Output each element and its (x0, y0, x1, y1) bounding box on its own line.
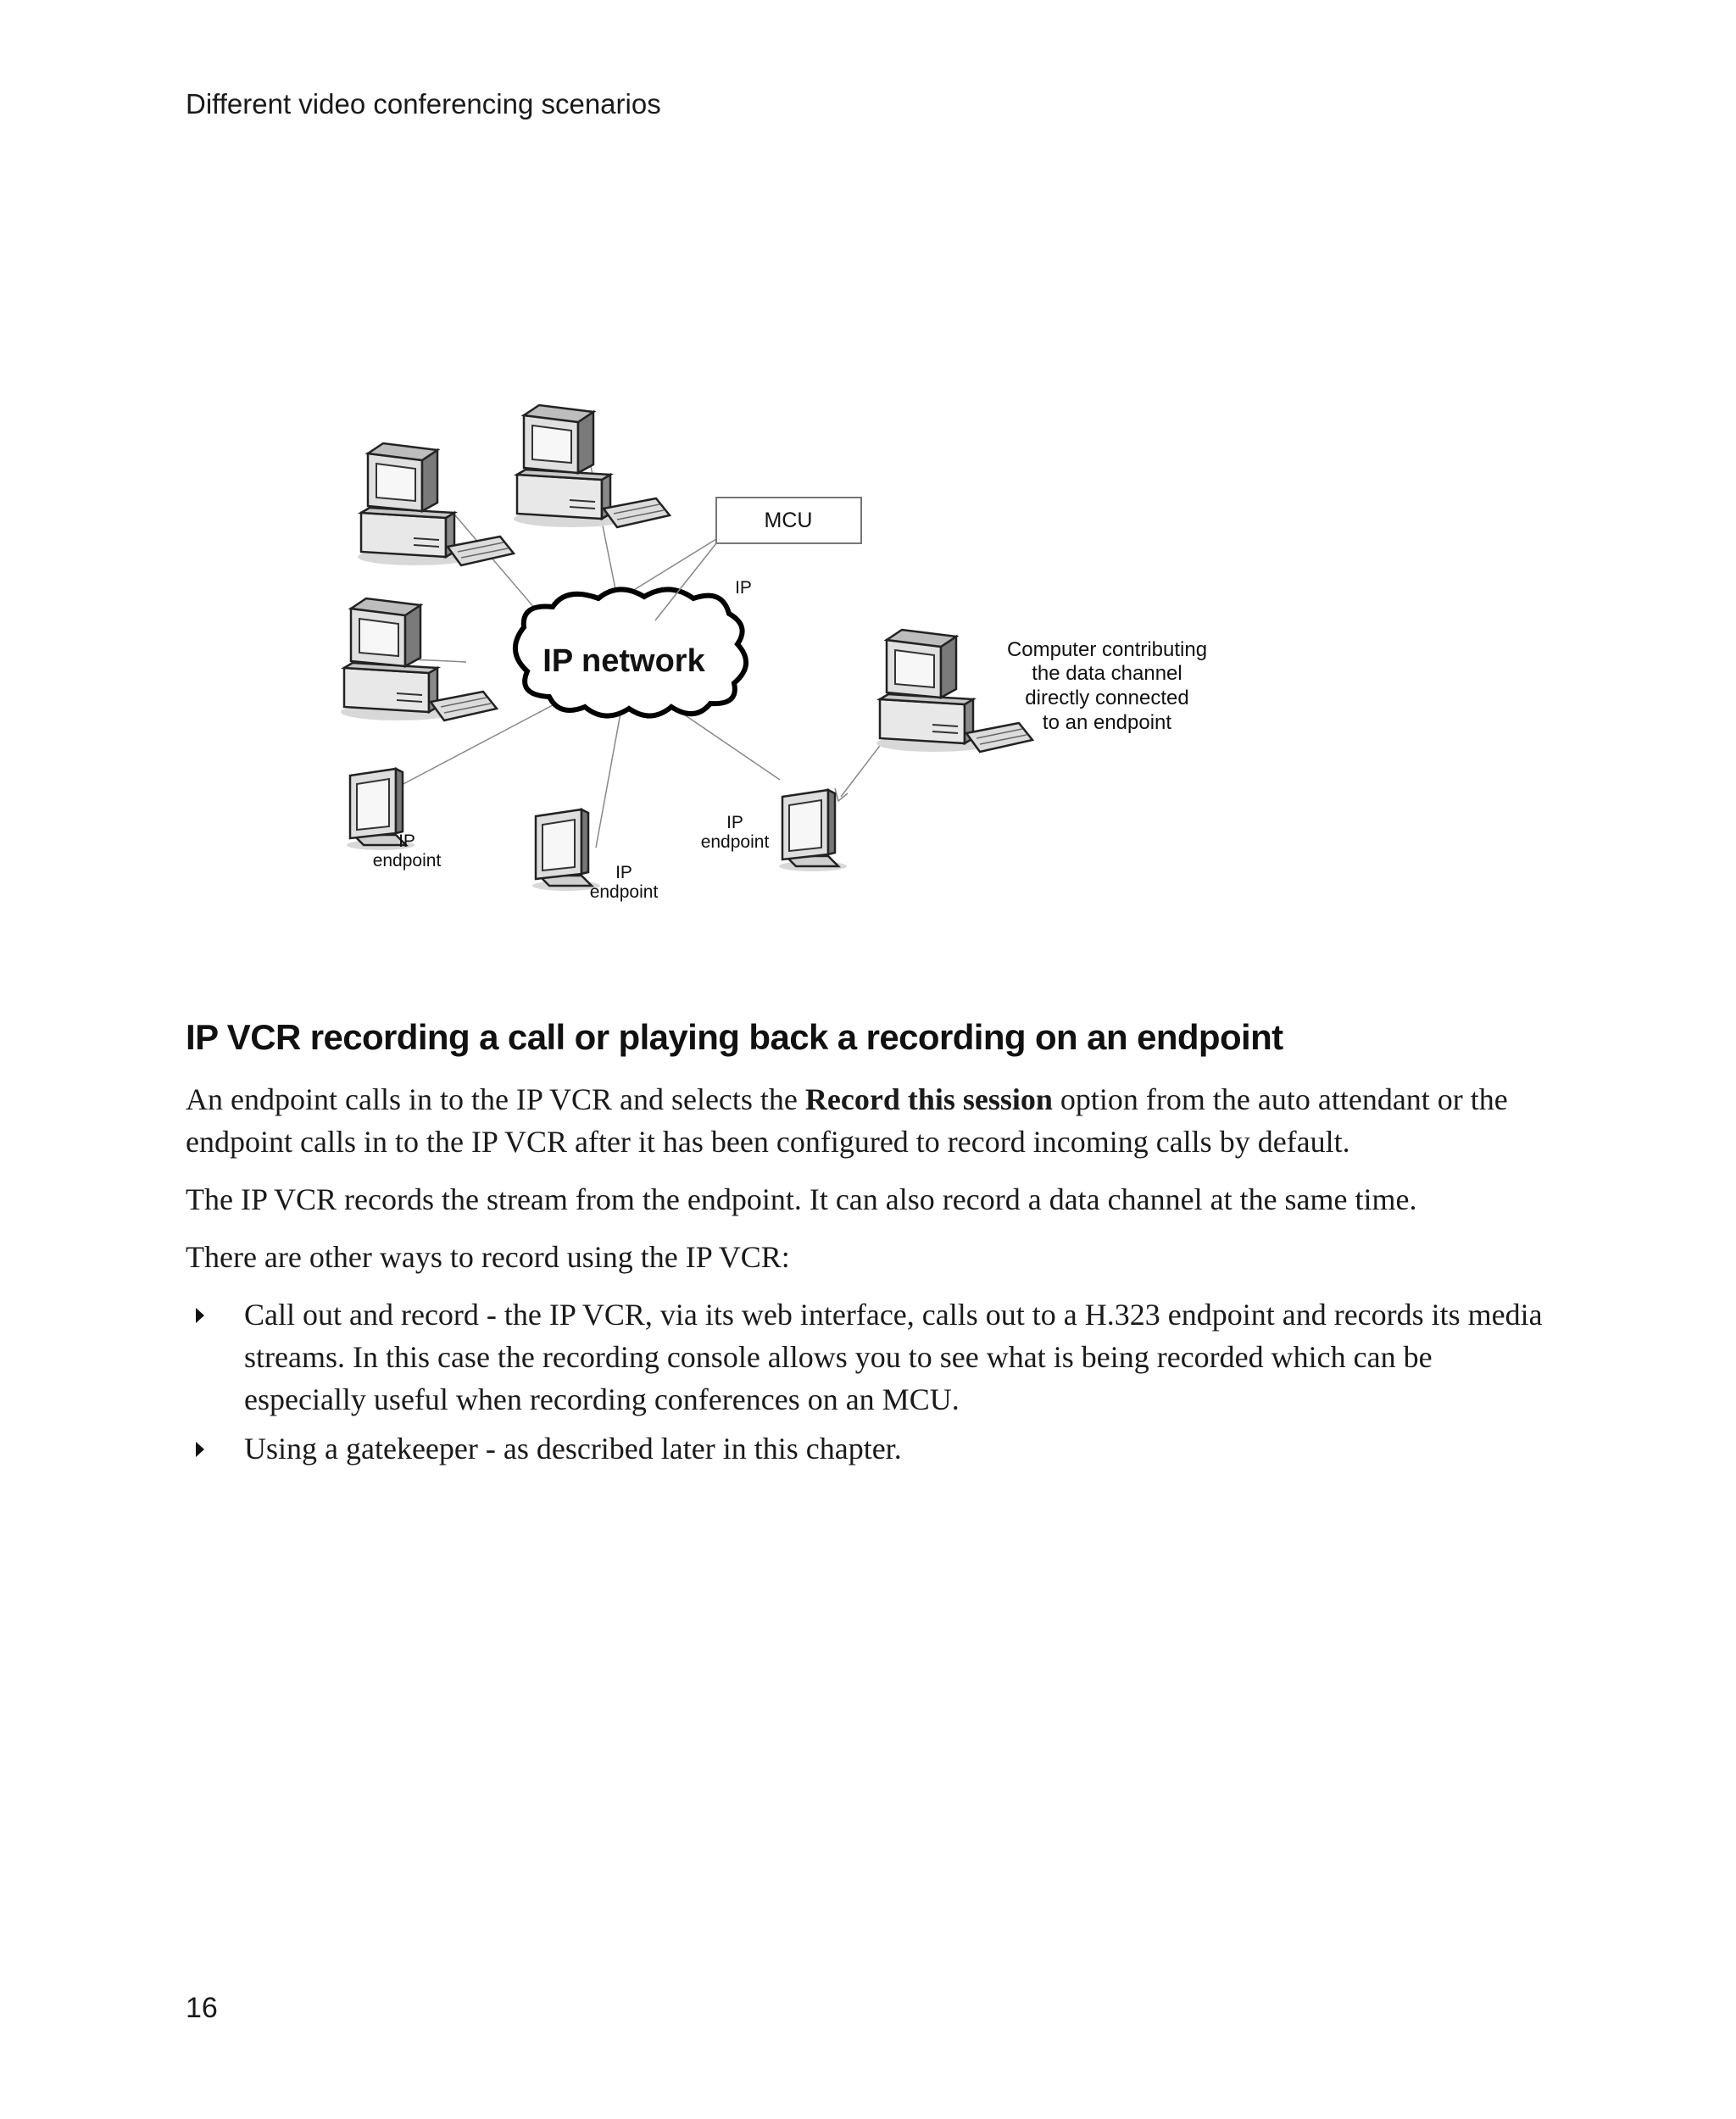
computer-caption (1007, 638, 1207, 734)
endpoint-label-ip: IP (615, 863, 632, 882)
bullet-icon (196, 1308, 204, 1323)
caption-line: directly connected (1025, 687, 1189, 709)
list-item (186, 1427, 1559, 1470)
endpoint-label-endpoint: endpoint (372, 851, 442, 870)
endpoint-label-endpoint: endpoint (700, 832, 770, 852)
list-item-text: Call out and record - the IP VCR, via its web interface, calls out to a H.323 endpoint and records its media streams. In this case the recording console allows you to see what is being recorded which can be especially useful when recording conferences on an MCU. (244, 1298, 1543, 1416)
mcu-link-label: IP (735, 578, 752, 598)
network-diagram (0, 0, 1736, 949)
computer-icon (358, 443, 514, 565)
endpoint-label-ip: IP (726, 813, 743, 832)
list-item-text: Using a gatekeeper - as described later in this chapter. (244, 1432, 902, 1466)
caption-line: to an endpoint (1042, 711, 1172, 734)
page-number: 16 (186, 1992, 218, 2024)
paragraph: The IP VCR records the stream from the endpoint. It can also record a data channel at the same time. (186, 1182, 1417, 1216)
endpoint-label-endpoint: endpoint (589, 882, 659, 902)
caption-line: the data channel (1032, 662, 1182, 685)
ip-endpoint-icon (532, 809, 600, 891)
endpoint-label-ip: IP (398, 831, 415, 851)
bullet-icon (196, 1442, 204, 1457)
section-title: IP VCR recording a call or playing back a recording on an endpoint (186, 1017, 1283, 1057)
paragraph (186, 1078, 1559, 1163)
bullet-list (186, 1293, 1559, 1470)
paragraph-text: option from the auto attendant or the endpoint calls in to the IP VCR after it has been configured to record incoming calls by default. (186, 1082, 1508, 1159)
paragraph-text: An endpoint calls in to the IP VCR and selects the (186, 1082, 805, 1116)
ip-network-label: IP network (542, 643, 705, 679)
section-body (186, 1078, 1559, 1477)
ip-network-cloud (515, 589, 746, 715)
ip-endpoint-icon (779, 790, 847, 871)
list-item (186, 1293, 1559, 1421)
computer-icon (341, 598, 497, 720)
caption-line: Computer contributing (1006, 638, 1208, 661)
computer-icon (514, 405, 670, 527)
mcu-label: MCU (764, 509, 813, 532)
option-name: Record this session (804, 1082, 1053, 1116)
paragraph: There are other ways to record using the IP VCR: (186, 1240, 790, 1274)
running-header: Different video conferencing scenarios (186, 88, 661, 120)
